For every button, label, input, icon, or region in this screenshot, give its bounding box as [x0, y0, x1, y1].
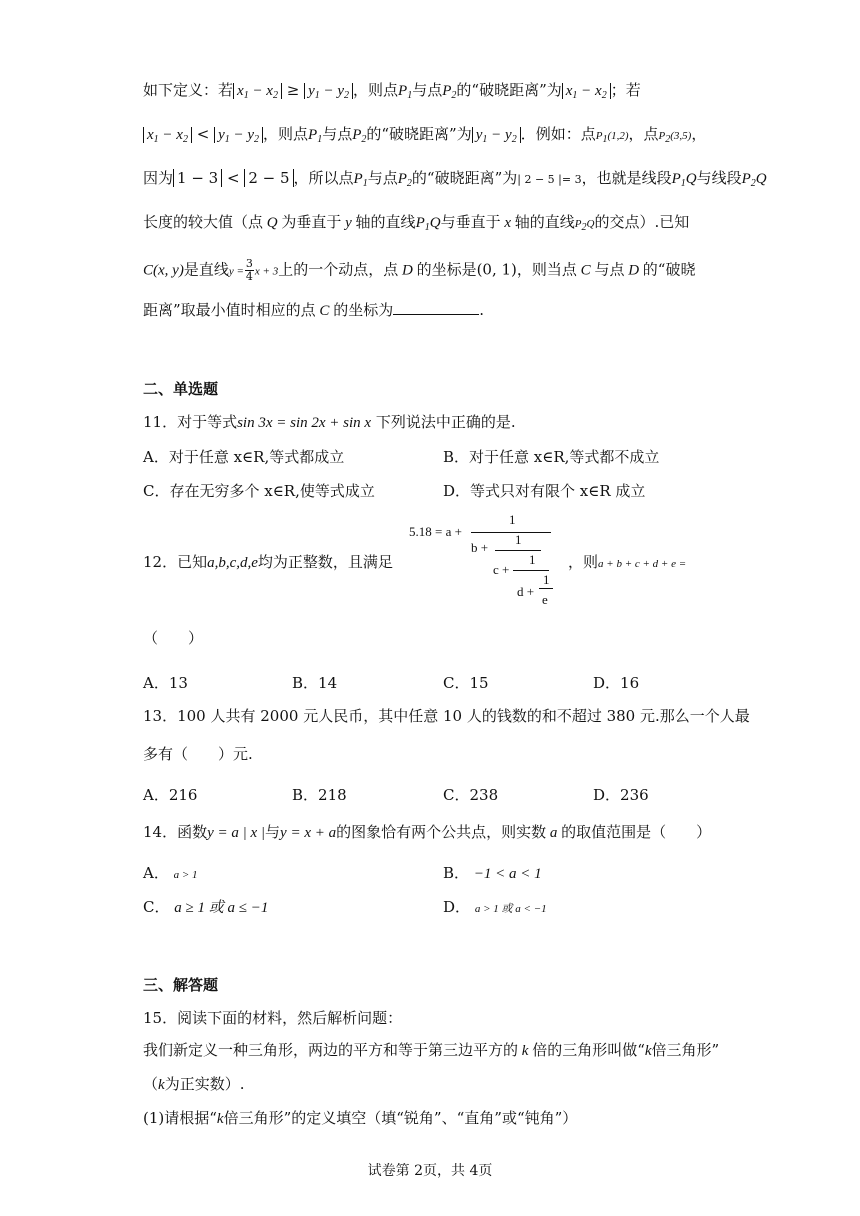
answer-blank[interactable]: [393, 300, 479, 315]
q10-line-1: 如下定义：若 $x_1 - x_2 \ge y_1 - y_2$ ，则点$P_1$与点$P_2$的“破晓距离”为 $x_1 - x_2$ ；若: [143, 81, 641, 101]
q12-paren: （ ）: [143, 629, 204, 647]
q13-option-c[interactable]: C．238: [443, 786, 499, 804]
q14-option-b[interactable]: B． −1 < a < 1: [443, 864, 542, 882]
section-title: 二、单选题: [143, 380, 219, 398]
q13-option-b[interactable]: B．218: [292, 786, 347, 804]
q14-stem: 14．函数y = a | x |与y = x + a的图象恰有两个公共点，则实数 a 的取值范围是（ ）: [143, 823, 712, 841]
q12-stem-b: ，则a + b + c + d + e =: [568, 553, 687, 571]
q11-option-b[interactable]: B．对于任意 x∈R,等式都不成立: [443, 448, 660, 466]
q13-option-a[interactable]: A．216: [143, 786, 198, 804]
q15-line-2: 我们新定义一种三角形，两边的平方和等于第三边平方的 k 倍的三角形叫做“k倍三角形”: [143, 1041, 720, 1059]
q15-line-4: (1)请根据“k倍三角形”的定义填空（填“锐角”、“直角”或“钝角”）: [143, 1109, 578, 1127]
q15-line-1: 15．阅读下面的材料，然后解析问题：: [143, 1009, 403, 1027]
page-footer: 试卷第 2页，共 4页: [367, 1163, 493, 1179]
q12-option-d[interactable]: D．16: [593, 674, 640, 692]
q12-option-b[interactable]: B．14: [292, 674, 338, 692]
section-title: 三、解答题: [143, 976, 219, 994]
q10-line-2: $x_1 - x_2 < y_1 - y_2$ ，则点$P_1$与点$P_2$的“破晓距离”为 $y_1 - y_2$ ．例如：点P1(1,2)，点P2(3,5)，: [143, 124, 706, 150]
q10-line-4: 长度的较大值（点 Q 为垂直于 y 轴的直线$P_1Q$与垂直于 x 轴的直线P2Q的交点）.已知: [143, 213, 690, 233]
q10-line-6: 距离”取最小值时相应的点 C 的坐标为 .: [143, 301, 484, 319]
q14-option-c[interactable]: C． a ≥ 1 或 a ≤ −1: [143, 898, 269, 916]
q11-option-d[interactable]: D．等式只对有限个 x∈R 成立: [443, 482, 646, 500]
q10-line-3: 因为 1 − 3 < 2 − 5 ，所以点$P_1$与点$P_2$的“破晓距离”为| 2 − 5 |= 3，也就是线段$P_1Q$与线段$P_2Q$: [143, 169, 767, 189]
q12-option-a[interactable]: A．13: [143, 674, 188, 692]
q10-line-5: C(x, y)是直线y = $\frac{3}{4}$ x + 3上的一个动点，点 D 的坐标是(0, 1)，则当点 C 与点 D 的“破晓: [143, 257, 696, 283]
q15-line-3: （k为正实数）.: [143, 1075, 245, 1093]
q12-stem-a: 12．已知a,b,c,d,e均为正整数，且满足: [143, 553, 393, 571]
q13-option-d[interactable]: D．236: [593, 786, 649, 804]
q11-option-c[interactable]: C．存在无穷多个 x∈R,使等式成立: [143, 482, 375, 500]
q12-option-c[interactable]: C．15: [443, 674, 489, 692]
q11-stem: 11．对于等式sin 3x = sin 2x + sin x 下列说法中正确的是.: [143, 413, 516, 431]
continued-fraction: 5.18 = a + 1 b + 1 c + 1 d + 1 e: [405, 512, 565, 612]
q13-stem-1: 13．100 人共有 2000 元人民币，其中任意 10 人的钱数的和不超过 380 元.那么一个人最: [143, 707, 750, 725]
q11-option-a[interactable]: A．对于任意 x∈R,等式都成立: [143, 448, 345, 466]
q14-option-d[interactable]: D． a > 1 或 a < −1: [443, 898, 547, 916]
q14-option-a[interactable]: A． a > 1: [143, 864, 198, 882]
q13-stem-2: 多有（ ）元.: [143, 745, 253, 763]
